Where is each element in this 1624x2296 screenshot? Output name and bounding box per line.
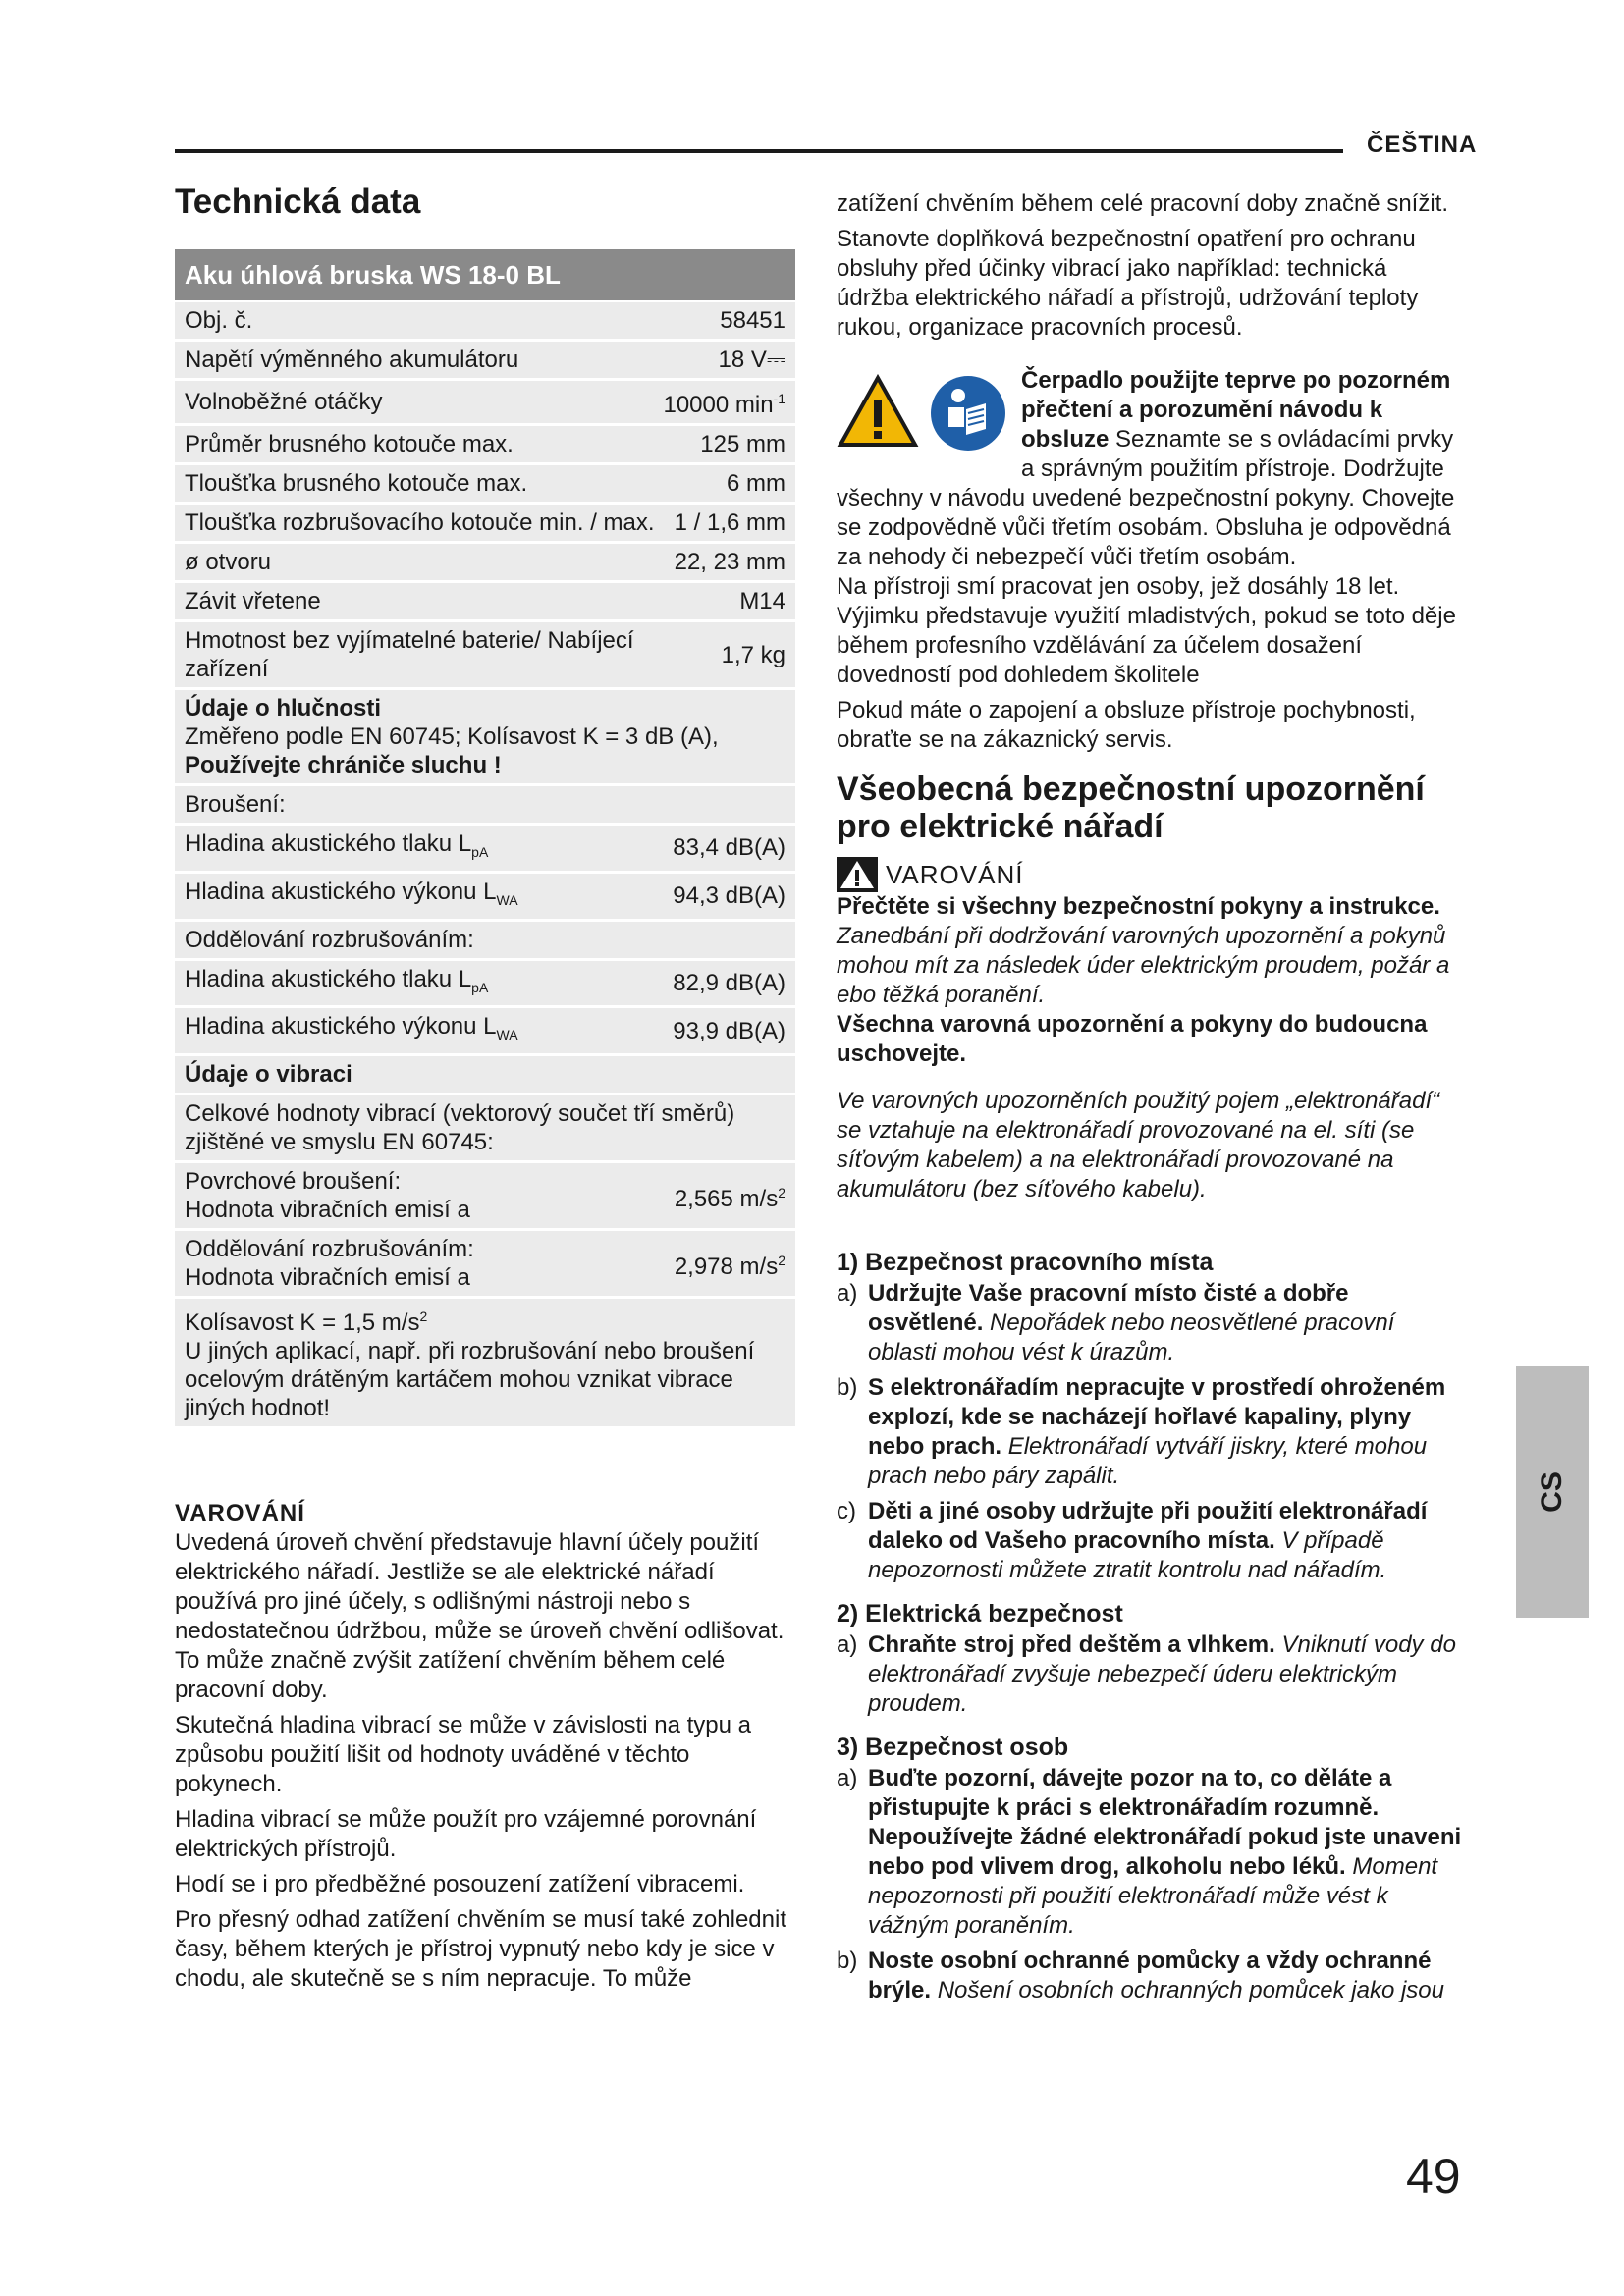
section-title-technical-data: Technická data (175, 183, 421, 221)
spec-value: 10000 $\min^{-1}$ (663, 391, 785, 418)
list-item: a) Buďte pozorní, dávejte pozor na to, co děláte a přistupujte k práci s elektronářadím rozumně. Nepoužívejte žádné elektronářadí pokud jste unaveni nebo pod vlivem drog, alkoholu nebo léků. Moment nepozornosti při použití elektronářadí může vést k vážným poraněním. (837, 1765, 1462, 1939)
spec-label: Závit vřetene (185, 588, 321, 614)
noise-value: 93,9 dB(A) (673, 1017, 785, 1044)
grinding-label: Broušení: (185, 791, 286, 818)
language-side-tab: CS (1516, 1366, 1589, 1618)
spec-label: Obj. č. (185, 307, 253, 334)
customer-service: Pokud máte o zapojení a obsluze přístroje pochybnosti, obraťte se na zákaznický servis. (837, 697, 1416, 753)
vibration-value: 2,565 $m/s^2$ (674, 1184, 785, 1212)
spec-label: Volnoběžné otáčky (185, 389, 383, 415)
read-instructions-bold: Přečtěte si všechny bezpečnostní pokyny a instrukce. (837, 893, 1440, 920)
spec-value: M14 (739, 588, 785, 614)
noise-label: Hladina akustického tlaku $L_{pA}$ (185, 830, 489, 860)
warning-block (837, 857, 1465, 1204)
spec-row (175, 465, 795, 502)
keep-instructions: Všechna varovná upozornění a pokyny do budoucna uschovejte. (837, 1011, 1428, 1067)
cutting-label-row (175, 922, 795, 958)
safety-measures: Stanovte doplňková bezpečnostní opatření pro ochranu obsluhy před účinky vibrací jako například: technická údržba elektrického nářadí a přístrojů, udržování teploty rukou, organizace pracovních procesů. (837, 226, 1419, 341)
read-manual-notice (837, 366, 1465, 572)
noise-title: Údaje o hlučnosti (185, 695, 382, 721)
noise-row (175, 826, 795, 871)
noise-value: 83,4 dB(A) (673, 834, 785, 862)
warning-paragraph: Hodí se i pro předběžné posouzení zatížení vibracemi. (175, 1871, 745, 1898)
grinding-label-row (175, 786, 795, 823)
noise-hint: Používejte chrániče sluchu ! (185, 752, 502, 778)
vibration-row (175, 1163, 795, 1228)
spec-label: Tloušťka brusného kotouče max. (185, 470, 528, 497)
noise-row (175, 1008, 795, 1053)
noise-row (175, 961, 795, 1006)
noise-label: Hladina akustického výkonu $L_{WA}$ (185, 878, 518, 908)
spec-value: 58451 (720, 307, 785, 334)
vibration-note: U jiných aplikací, např. při rozbrušování nebo broušení ocelovým drátěným kartáčem mohou vznikat vibrace jiných hodnot! (185, 1338, 755, 1422)
warning-paragraph: Skutečná hladina vibrací se může v závislosti na typu a způsobu použití lišit od hodnoty uváděné v těchto pokynech. (175, 1712, 751, 1798)
subsection-electrical: 2) Elektrická bezpečnost (837, 1600, 1123, 1628)
read-manual-icon (929, 374, 1007, 453)
warning-label: VAROVÁNÍ (886, 860, 1024, 889)
noise-value: 82,9 dB(A) (673, 969, 785, 996)
spec-label: Průměr brusného kotouče max. (185, 431, 514, 457)
spec-label: Hmotnost bez vyjímatelné baterie/ Nabíjecí zařízení (185, 627, 634, 682)
spec-row (175, 583, 795, 619)
spec-row (175, 505, 795, 541)
list-item: b) Noste osobní ochranné pomůcky a vždy ochranné brýle. Nošení osobních ochranných pomůcek jako jsou (837, 1948, 1445, 2003)
spec-value: 22, 23 mm (674, 549, 785, 575)
list-item: a) Udržujte Vaše pracovní místo čisté a dobře osvětlené. Nepořádek nebo neosvětlené pracovní oblasti mohou vést k úrazům. (837, 1280, 1395, 1365)
spec-row (175, 544, 795, 580)
vibration-continued: zatížení chvěním během celé pracovní doby značně snížit. (837, 190, 1449, 217)
spec-label: Napětí výměnného akumulátoru (185, 347, 519, 373)
notice-icons (837, 374, 1007, 453)
page-number: 49 (1406, 2149, 1461, 2204)
noise-value: 94,3 dB(A) (673, 882, 785, 910)
header-language: ČEŠTINA (1367, 132, 1478, 158)
vibration-desc-row (175, 1095, 795, 1160)
warning-label-row (837, 857, 1465, 892)
noise-label: Hladina akustického tlaku $L_{pA}$ (185, 965, 489, 995)
warning-paragraph: Pro přesný odhad zatížení chvěním se musí také zohlednit časy, během kterých je přístroj vypnutý nebo kdy je sice v chodu, ale skutečně se s ním nepracuje. To může (175, 1906, 787, 1993)
noise-row (175, 874, 795, 919)
vibration-header-row (175, 1056, 795, 1093)
notice-bold: Čerpadlo použijte teprve po pozorném přečtení a porozumění návodu k obsluze (1021, 367, 1451, 453)
notice-text: Seznamte se s ovládacími prvky a správným použitím přístroje. Dodržujte všechny v návodu uvedené bezpečnostní pokyny. Chovejte se zodpovědně vůči třetím osobám. Obsluha je odpovědná za nehody či nebezpečí vůči třetím osobám. (837, 426, 1455, 570)
right-column (837, 189, 1465, 2011)
subsection-personal: 3) Bezpečnost osob (837, 1734, 1069, 1761)
noise-label: Hladina akustického výkonu $L_{WA}$ (185, 1013, 518, 1043)
header-rule (175, 149, 1343, 153)
list-item: c) Děti a jiné osoby udržujte při použití elektronářadí daleko od Vašeho pracovního místa. V případě nepozornosti můžete ztratit kontrolu nad nářadím. (837, 1498, 1428, 1583)
vibration-label: Oddělování rozbrušováním: Hodnota vibračních emisí a (185, 1236, 474, 1292)
spec-row (175, 426, 795, 462)
warning-triangle-icon (837, 374, 919, 449)
spec-table-title: Aku úhlová bruska WS 18-0 BL (175, 249, 795, 300)
section-title-general-safety: Všeobecná bezpečnostní upozornění pro elektrické nářadí (837, 771, 1425, 845)
spec-value: 1 / 1,6 mm (674, 509, 785, 536)
vibration-warning (175, 1499, 795, 1994)
spec-row (175, 381, 795, 423)
spec-label: ø otvoru (185, 549, 272, 575)
noise-description: Změřeno podle EN 60745; Kolísavost K = 3 dB (A), (185, 723, 719, 750)
vibration-row (175, 1231, 795, 1296)
cutting-label: Oddělování rozbrušováním: (185, 926, 474, 953)
noise-header-row (175, 690, 795, 783)
spec-value: 125 mm (700, 431, 785, 457)
spec-row (175, 302, 795, 339)
warning-paragraph: Hladina vibrací se může použít pro vzájemné porovnání elektrických přístrojů. (175, 1806, 757, 1863)
spec-row (175, 342, 795, 378)
warning-paragraph: Uvedená úroveň chvění představuje hlavní účely použití elektrického nářadí. Jestliže se ale elektrické nářadí používá pro jiné účely, s odlišnými nástroji nebo s nedostatečnou údržbou, může se úroveň chvění odlišovat. To může značně zvýšit zatížení chvěním během celé pracovní doby. (175, 1529, 785, 1704)
read-instructions-italic: Zanedbání při dodržování varovných upozornění a pokynů mohou mít za následek úder elektrickým proudem, požár a ebo těžká poranění. (837, 923, 1450, 1008)
spec-label: Tloušťka rozbrušovacího kotouče min. / max. (185, 509, 655, 536)
vibration-note-row (175, 1299, 795, 1426)
vibration-title: Údaje o vibraci (185, 1061, 352, 1089)
list-item: a) Chraňte stroj před deštěm a vlhkem. Vniknutí vody do elektronářadí zvyšuje nebezpečí úderu elektrickým proudem. (837, 1631, 1456, 1717)
spec-value: 6 mm (727, 470, 785, 497)
vibration-value: 2,978 $m/s^2$ (674, 1252, 785, 1280)
vibration-tolerance: Kolísavost K = 1,5 $m/s^2$ (185, 1308, 428, 1337)
warning-small-icon (837, 857, 878, 892)
term-definition: Ve varovných upozorněních použitý pojem „elektronářadí“ se vztahuje na elektronářadí provozované na el. síti (se síťovým kabelem) a na elektronářadí provozované na akumulátoru (bez síťového kabelu). (837, 1088, 1440, 1202)
vibration-label: Povrchové broušení: Hodnota vibračních emisí a (185, 1168, 470, 1224)
warning-heading: VAROVÁNÍ (175, 1500, 305, 1527)
left-column (175, 183, 795, 2000)
subsection-workplace: 1) Bezpečnost pracovního místa (837, 1249, 1214, 1276)
age-restriction: Na přístroji smí pracovat jen osoby, jež dosáhly 18 let. Výjimku představuje využití mladistvých, pokud se toto děje během profesního vzdělávání za účelem dosažení dovedností pod dohledem školitele (837, 573, 1456, 688)
spec-row (175, 622, 795, 687)
list-item: b) S elektronářadím nepracujte v prostředí ohroženém explozí, kde se nacházejí hořlavé kapaliny, plyny nebo prach. Elektronářadí vytváří jiskry, které mohou prach nebo páry zapálit. (837, 1374, 1446, 1489)
spec-value: 18 V⎓ (718, 347, 785, 373)
spec-value: 1,7 kg (721, 641, 785, 668)
vibration-description: Celkové hodnoty vibrací (vektorový součet tří směrů) zjištěné ve smyslu EN 60745: (185, 1100, 735, 1156)
